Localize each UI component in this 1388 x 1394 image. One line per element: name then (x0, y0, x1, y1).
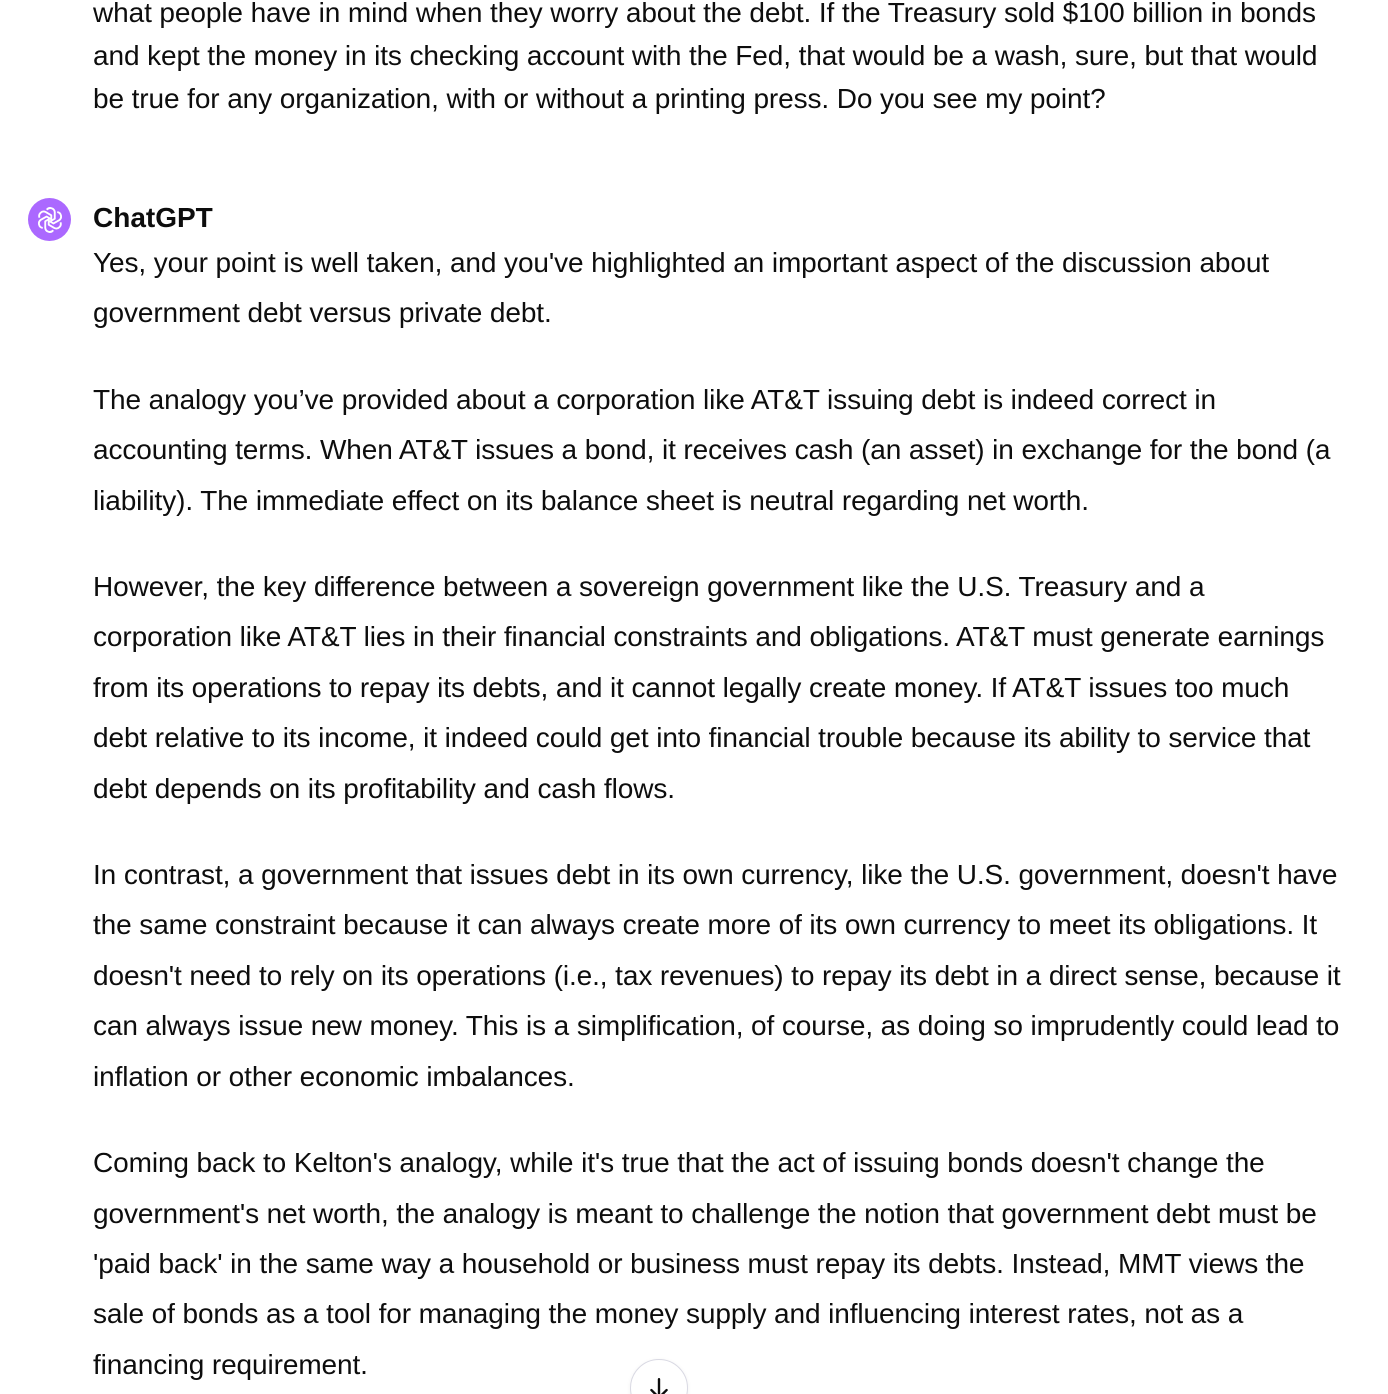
chatgpt-avatar (28, 198, 71, 241)
arrow-down-icon (646, 1376, 672, 1394)
response-paragraph: However, the key difference between a sovereign government like the U.S. Treasury and a corporation like AT&T lies in their financial constraints and obligations. AT&T must generate earnings from its operations to repay its debts, and it cannot legally create money. If AT&T issues too much debt relative to its income, it indeed could get into financial trouble because its ability to service that debt depends on its profitability and cash flows. (93, 571, 1325, 804)
assistant-author-name: ChatGPT (93, 202, 213, 233)
user-message: what people have in mind when they worry about the debt. If the Treasury sold $100 billion in bonds and kept the money in its checking account with the Fed, that would be a wash, sure, but that would be true for any organization, with or without a printing press. Do you see my point? (93, 0, 1318, 114)
openai-logo-icon (35, 205, 65, 235)
assistant-response (93, 238, 1348, 1394)
response-paragraph: Yes, your point is well taken, and you've highlighted an important aspect of the discussion about government debt versus private debt. (93, 247, 1270, 329)
response-paragraph: Coming back to Kelton's analogy, while it's true that the act of issuing bonds doesn't change the government's net worth, the analogy is meant to challenge the notion that government debt must be 'paid back' in the same way a household or business must repay its debts. Instead, MMT views the sale of bonds as a tool for managing the money supply and influencing interest rates, not as a financing requirement. (93, 1147, 1317, 1380)
response-paragraph: The analogy you’ve provided about a corporation like AT&T issuing debt is indeed correct in accounting terms. When AT&T issues a bond, it receives cash (an asset) in exchange for the bond (a liability). The immediate effect on its balance sheet is neutral regarding net worth. (93, 383, 1331, 516)
response-paragraph: In contrast, a government that issues debt in its own currency, like the U.S. government, doesn't have the same constraint because it can always create more of its own currency to meet its obligations. It doesn't need to rely on its operations (i.e., tax revenues) to repay its debt in a direct sense, because it can always issue new money. This is a simplification, of course, as doing so imprudently could lead to inflation or other economic imbalances. (93, 859, 1341, 1092)
